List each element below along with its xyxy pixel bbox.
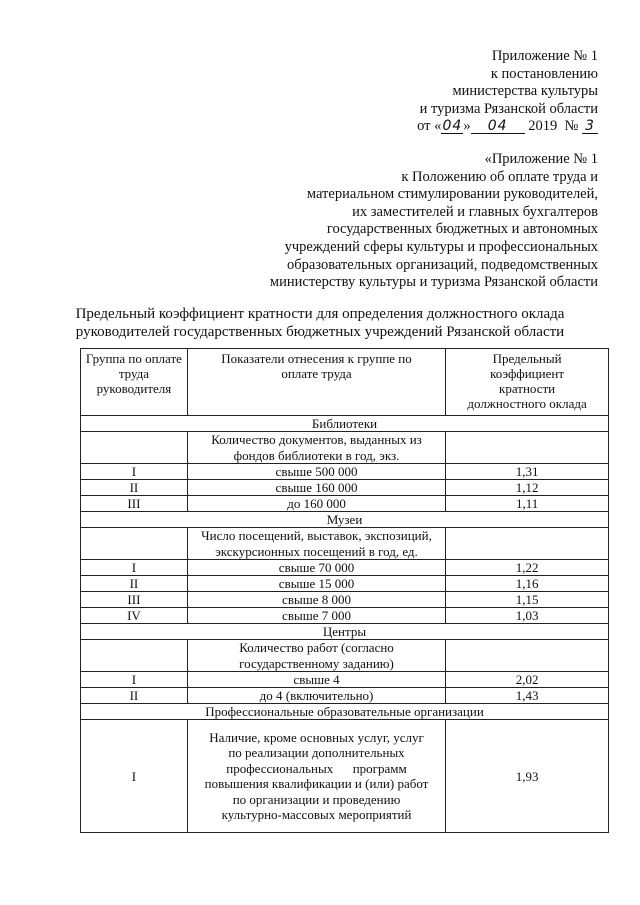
group-cell: I bbox=[81, 672, 188, 688]
regulation-header bbox=[270, 151, 598, 292]
indicator-text: Число посещений, выставок, экспозиций, bbox=[201, 528, 432, 543]
regulation-line: учреждений сферы культуры и профессиональных bbox=[284, 238, 598, 255]
criterion-text: по реализации дополнительных bbox=[228, 745, 405, 760]
indicator-text: Количество работ (согласно bbox=[239, 640, 394, 655]
section-row bbox=[81, 512, 609, 528]
indicator-cell bbox=[187, 640, 445, 672]
handwritten-number: 3 bbox=[582, 119, 598, 134]
section-title: Музеи bbox=[81, 512, 609, 528]
section-title: Профессиональные образовательные организации bbox=[81, 704, 609, 720]
indicator-row bbox=[81, 432, 609, 464]
regulation-line: их заместителей и главных бухгалтеров bbox=[352, 203, 598, 220]
header-text: оплате труда bbox=[281, 366, 352, 381]
regulation-line: «Приложение № 1 bbox=[484, 151, 598, 167]
regulation-line: государственных бюджетных и автономных bbox=[326, 221, 598, 238]
coefficient-cell: 1,22 bbox=[446, 560, 609, 576]
group-cell: I bbox=[81, 464, 188, 480]
header-text: труда bbox=[118, 366, 150, 381]
empty-cell bbox=[446, 528, 609, 560]
indicator-cell bbox=[187, 432, 445, 464]
indicator-row bbox=[81, 528, 609, 560]
criterion-cell: свыше 15 000 bbox=[187, 576, 445, 592]
coefficient-cell: 1,31 bbox=[446, 464, 609, 480]
handwritten-day: 04 bbox=[442, 118, 463, 135]
indicator-text: Количество документов, выданных из bbox=[211, 432, 422, 447]
coefficient-cell: 1,43 bbox=[446, 688, 609, 704]
table-row bbox=[81, 688, 609, 704]
table-row bbox=[81, 464, 609, 480]
appendix-date-line bbox=[417, 118, 598, 136]
criterion-cell: до 160 000 bbox=[187, 496, 445, 512]
group-cell: II bbox=[81, 480, 188, 496]
criterion-text: повышения квалификации и (или) работ bbox=[204, 776, 429, 791]
appendix-line: министерства культуры bbox=[452, 83, 598, 100]
empty-cell bbox=[446, 432, 609, 464]
table-row bbox=[81, 480, 609, 496]
indicator-text: фондов библиотеки в год, экз. bbox=[233, 447, 400, 463]
regulation-line: к Положению об оплате труда и bbox=[401, 168, 598, 185]
section-row bbox=[81, 704, 609, 720]
date-prefix: от « bbox=[417, 118, 442, 135]
table-row bbox=[81, 576, 609, 592]
header-indicators bbox=[187, 349, 445, 416]
empty-cell bbox=[81, 640, 188, 672]
number-label: № bbox=[564, 118, 579, 135]
criterion-text: Наличие, кроме основных услуг, услуг bbox=[209, 729, 424, 745]
section-title: Центры bbox=[81, 624, 609, 640]
indicator-text: экскурсионных посещений в год, ед. bbox=[215, 543, 418, 559]
header-text: Предельный bbox=[492, 351, 562, 366]
coefficient-cell: 1,15 bbox=[446, 592, 609, 608]
header-text: руководителя bbox=[96, 381, 172, 396]
header-coefficient bbox=[446, 349, 609, 416]
handwritten-month: 04 bbox=[471, 119, 525, 134]
header-text: Группа по оплате bbox=[85, 351, 182, 366]
date-year: 2019 bbox=[528, 118, 558, 135]
criterion-text: культурно-массовых мероприятий bbox=[221, 807, 412, 822]
coefficient-cell: 1,03 bbox=[446, 608, 609, 624]
criterion-cell: свыше 160 000 bbox=[187, 480, 445, 496]
group-cell: III bbox=[81, 496, 188, 512]
section-row bbox=[81, 624, 609, 640]
group-cell: III bbox=[81, 592, 188, 608]
group-cell: II bbox=[81, 688, 188, 704]
indicator-text: государственному заданию) bbox=[239, 655, 394, 671]
appendix-line: и туризма Рязанской области bbox=[419, 100, 598, 117]
appendix-line: Приложение № 1 bbox=[491, 48, 598, 64]
regulation-line: образовательных организаций, подведомственных bbox=[287, 256, 598, 273]
coefficient-cell: 1,93 bbox=[446, 720, 609, 833]
criterion-text: по организации и проведению bbox=[232, 791, 401, 807]
group-cell: I bbox=[81, 560, 188, 576]
group-cell: II bbox=[81, 576, 188, 592]
group-cell: IV bbox=[81, 608, 188, 624]
header-text: должностного оклада bbox=[467, 396, 587, 411]
coefficient-cell: 1,12 bbox=[446, 480, 609, 496]
title-line: руководителей государственных бюджетных учреждений Рязанской области bbox=[75, 324, 565, 340]
header-text: коэффициент bbox=[490, 366, 565, 381]
criterion-text: профессиональных программ bbox=[226, 760, 407, 776]
table-row bbox=[81, 496, 609, 512]
date-mid: » bbox=[463, 118, 471, 135]
table-row bbox=[81, 560, 609, 576]
group-cell: I bbox=[81, 720, 188, 833]
criterion-cell: до 4 (включительно) bbox=[187, 688, 445, 704]
coefficient-cell: 1,16 bbox=[446, 576, 609, 592]
coefficient-table bbox=[80, 348, 609, 833]
table-row bbox=[81, 592, 609, 608]
table-header-row bbox=[81, 349, 609, 416]
indicator-row bbox=[81, 640, 609, 672]
appendix-header bbox=[417, 48, 598, 136]
indicator-cell bbox=[187, 528, 445, 560]
empty-cell bbox=[446, 640, 609, 672]
table-row bbox=[81, 720, 609, 833]
empty-cell bbox=[81, 432, 188, 464]
document-title bbox=[0, 305, 640, 341]
criterion-cell: свыше 500 000 bbox=[187, 464, 445, 480]
regulation-line: материальном стимулировании руководителей, bbox=[306, 186, 598, 203]
criterion-cell: свыше 7 000 bbox=[187, 608, 445, 624]
section-row bbox=[81, 416, 609, 432]
table-row bbox=[81, 608, 609, 624]
regulation-line: министерству культуры и туризма Рязанской области bbox=[269, 274, 598, 291]
header-text: кратности bbox=[499, 381, 556, 396]
coefficient-cell: 1,11 bbox=[446, 496, 609, 512]
table-row bbox=[81, 672, 609, 688]
header-group bbox=[81, 349, 188, 416]
appendix-line: к постановлению bbox=[490, 65, 598, 82]
header-text: Показатели отнесения к группе по bbox=[221, 351, 412, 366]
criterion-cell: свыше 8 000 bbox=[187, 592, 445, 608]
criterion-cell: свыше 4 bbox=[187, 672, 445, 688]
title-line: Предельный коэффициент кратности для определения должностного оклада bbox=[75, 306, 565, 322]
criterion-cell bbox=[187, 720, 445, 833]
empty-cell bbox=[81, 528, 188, 560]
criterion-cell: свыше 70 000 bbox=[187, 560, 445, 576]
coefficient-cell: 2,02 bbox=[446, 672, 609, 688]
section-title: Библиотеки bbox=[81, 416, 609, 432]
